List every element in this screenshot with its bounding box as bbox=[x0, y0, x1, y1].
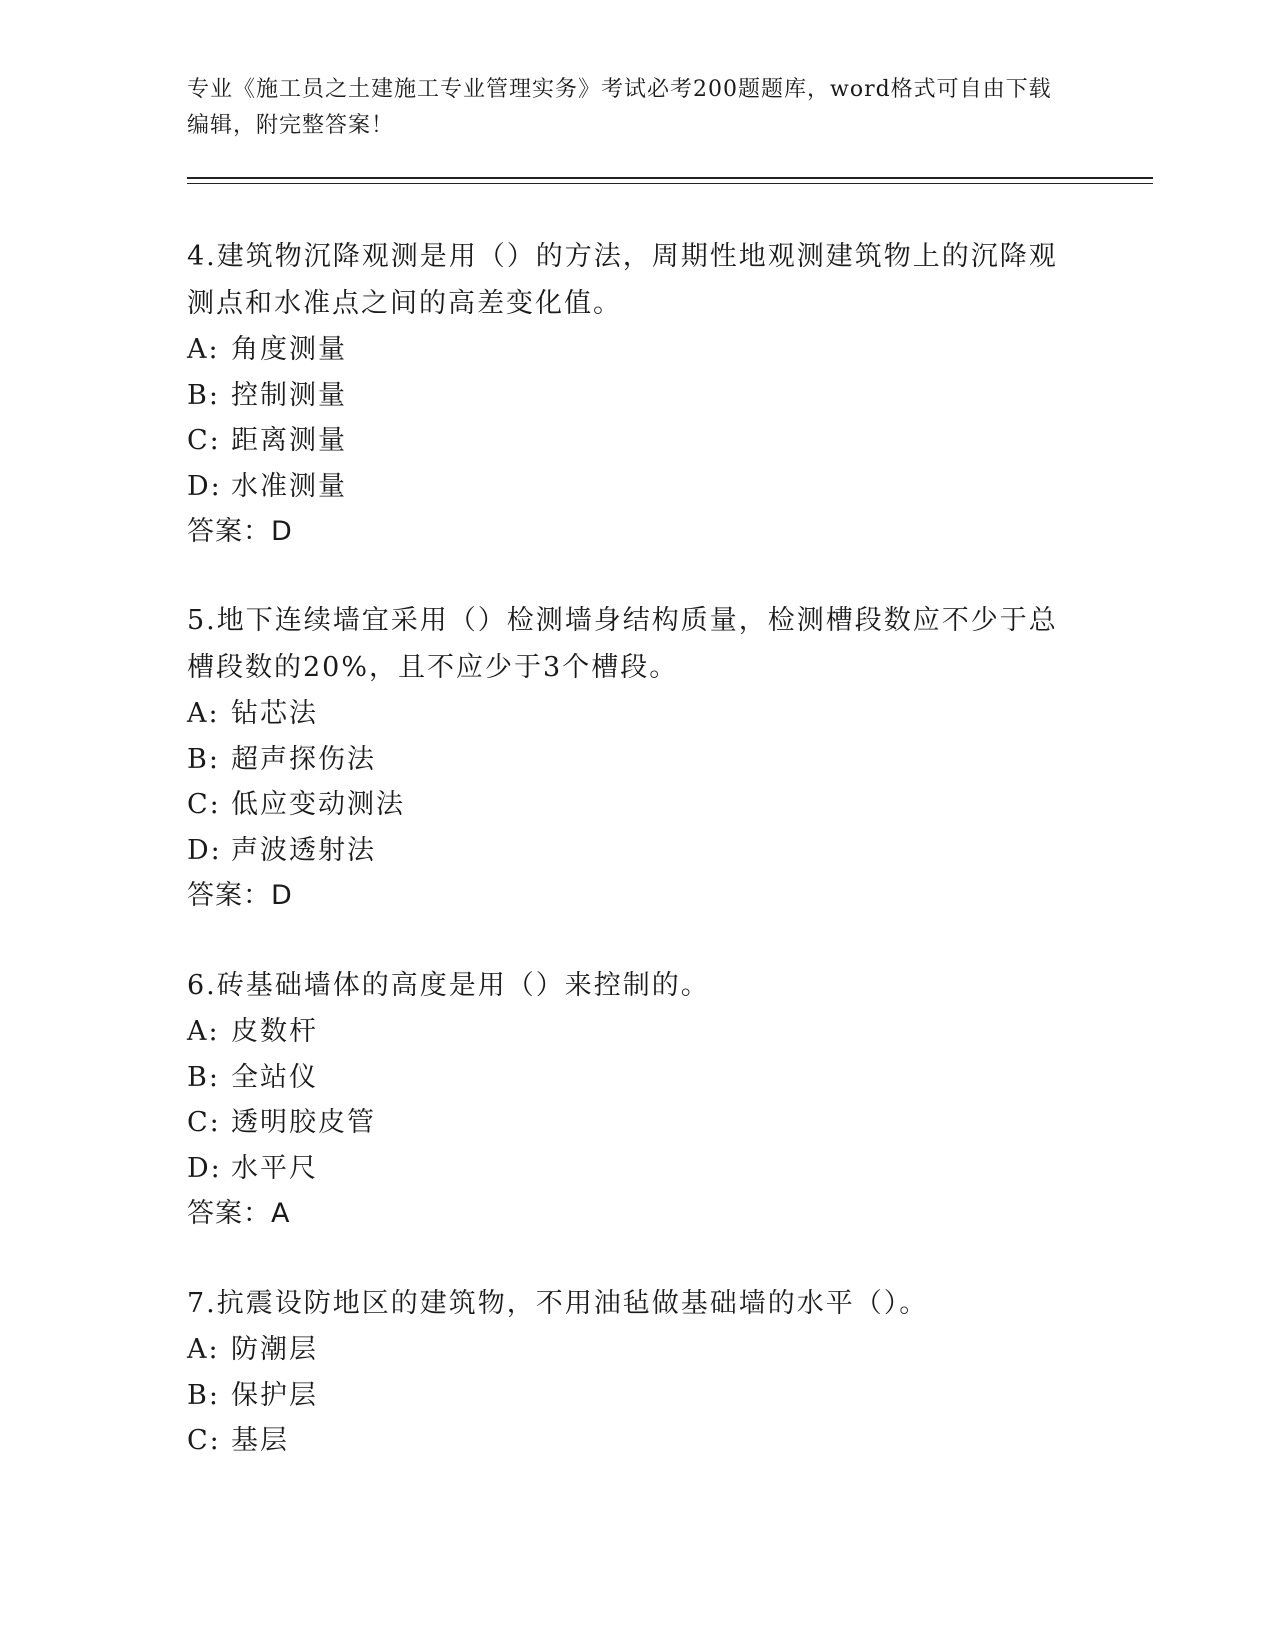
option-letter: A: bbox=[187, 1016, 220, 1047]
question-text: 6.砖基础墙体的高度是用（）来控制的。 bbox=[187, 970, 710, 1001]
option-letter: C: bbox=[187, 425, 221, 456]
question-text: 5.地下连续墙宜采用（）检测墙身结构质量，检测槽段数应不少于总槽段数的20%，且不应少于3个槽段。 bbox=[187, 605, 1058, 683]
header-rule-thick bbox=[187, 177, 1153, 179]
document-header: 专业《施工员之土建施工专业管理实务》考试必考200题题库，word格式可自由下载编辑，附完整答案！ bbox=[187, 77, 1052, 138]
option-text: 透明胶皮管 bbox=[231, 1107, 376, 1138]
answer: 答案：D bbox=[187, 516, 293, 547]
option-d bbox=[187, 464, 1067, 510]
question-text: 7.抗震设防地区的建筑物，不用油毡做基础墙的水平（）。 bbox=[187, 1288, 929, 1319]
header-rule-thin bbox=[187, 183, 1153, 184]
option-letter: C: bbox=[187, 1107, 221, 1138]
option-a bbox=[187, 1327, 1067, 1373]
option-letter: A: bbox=[187, 698, 220, 729]
option-letter: A: bbox=[187, 334, 220, 365]
option-text: 超声探伤法 bbox=[231, 743, 376, 775]
option-text: 角度测量 bbox=[231, 334, 347, 365]
option-text: 皮数杆 bbox=[231, 1016, 318, 1047]
option-b bbox=[187, 1055, 1067, 1101]
option-c bbox=[187, 418, 1067, 464]
option-c bbox=[187, 1100, 1067, 1146]
option-text: 防潮层 bbox=[231, 1334, 318, 1365]
question-text: 4.建筑物沉降观测是用（）的方法，周期性地观测建筑物上的沉降观测点和水准点之间的高差变化值。 bbox=[187, 241, 1058, 319]
option-b bbox=[187, 1373, 1067, 1419]
option-d bbox=[187, 1146, 1067, 1192]
option-c bbox=[187, 1418, 1067, 1464]
option-letter: D: bbox=[187, 1152, 222, 1184]
answer: 答案：A bbox=[187, 1198, 291, 1229]
option-a bbox=[187, 1009, 1067, 1055]
option-c bbox=[187, 782, 1067, 828]
option-letter: A: bbox=[187, 1334, 220, 1365]
option-a bbox=[187, 327, 1067, 373]
option-text: 保护层 bbox=[231, 1379, 318, 1411]
option-letter: C: bbox=[187, 1425, 221, 1456]
option-letter: B: bbox=[187, 379, 220, 411]
option-text: 低应变动测法 bbox=[231, 789, 405, 820]
option-letter: B: bbox=[187, 1379, 220, 1411]
option-letter: B: bbox=[187, 1061, 220, 1093]
option-b bbox=[187, 373, 1067, 419]
option-letter: D: bbox=[187, 470, 222, 502]
question-6 bbox=[187, 962, 1067, 1237]
option-b bbox=[187, 737, 1067, 783]
option-a bbox=[187, 691, 1067, 737]
answer: 答案：D bbox=[187, 880, 293, 911]
option-text: 控制测量 bbox=[231, 379, 347, 411]
question-4 bbox=[187, 233, 1067, 555]
option-letter: B: bbox=[187, 743, 220, 775]
option-d bbox=[187, 828, 1067, 874]
option-text: 水平尺 bbox=[231, 1152, 318, 1184]
option-text: 声波透射法 bbox=[231, 834, 376, 866]
option-text: 距离测量 bbox=[231, 425, 347, 456]
option-text: 水准测量 bbox=[231, 470, 347, 502]
question-5 bbox=[187, 597, 1067, 919]
question-7 bbox=[187, 1280, 1067, 1464]
option-text: 钻芯法 bbox=[231, 698, 318, 729]
option-letter: C: bbox=[187, 789, 221, 820]
option-text: 全站仪 bbox=[231, 1061, 318, 1093]
option-letter: D: bbox=[187, 834, 222, 866]
option-text: 基层 bbox=[231, 1425, 289, 1456]
